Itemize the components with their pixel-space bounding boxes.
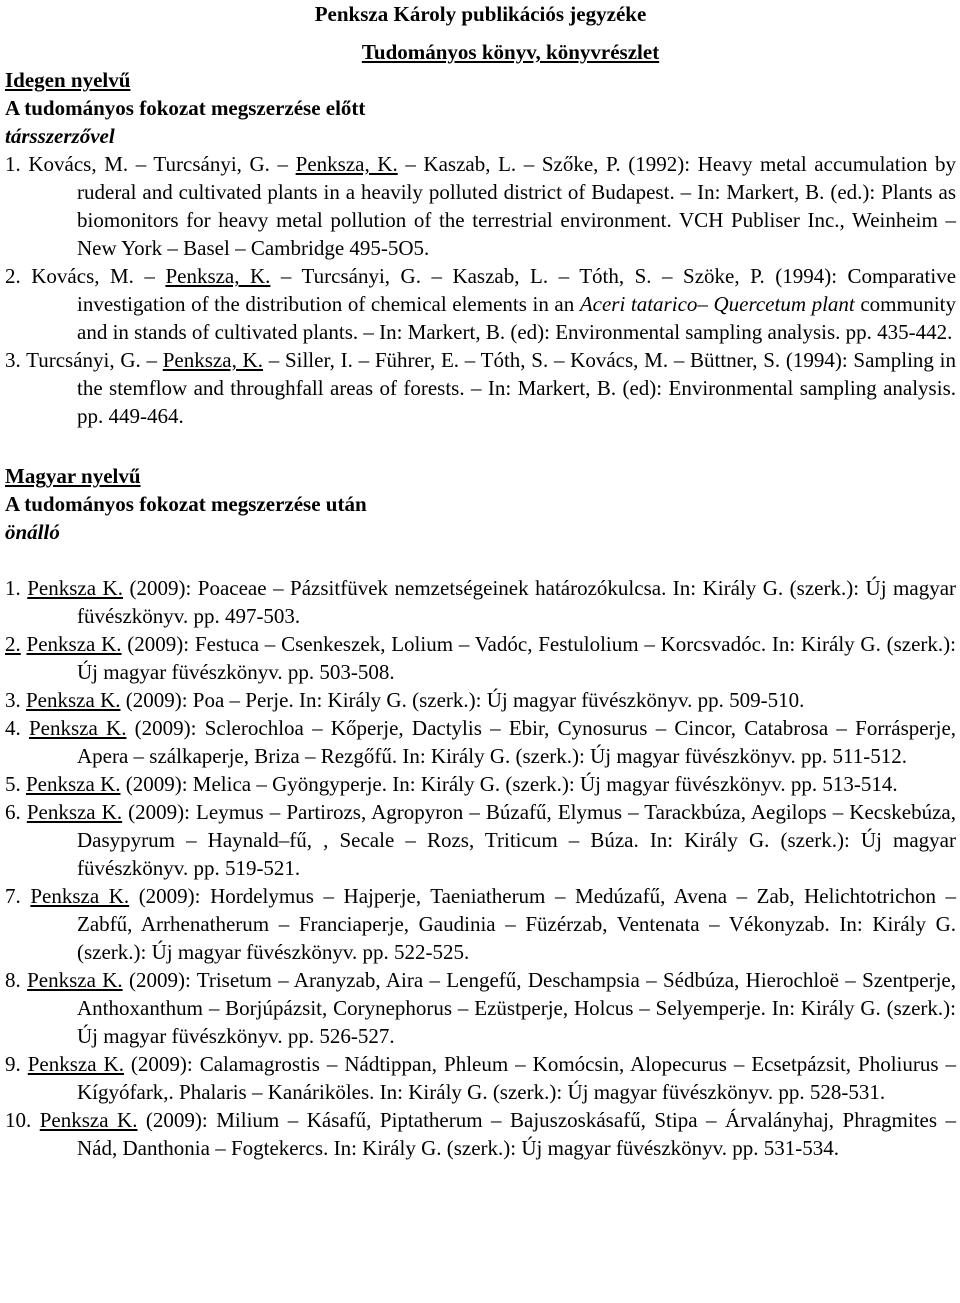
author-highlight: Penksza K. [26,800,123,824]
author-highlight: Penksza K. [26,772,121,796]
section-mode: társszerzővel [5,124,115,148]
author-highlight: Penksza K. [27,576,123,600]
publication-entry: 1. Penksza K. (2009): Poaceae – Pázsitfüvek nemzetségeinek határozókulcsa. In: Király G. (szerk.): Új magyar füvészkönyv. pp. 497-503. [5,576,957,628]
section-foreign-header [5,66,956,150]
publication-entry: 1. Kovács, M. – Turcsányi, G. – Penksza, K. – Kaszab, L. – Szőke, P. (1992): Heavy metal accumulation by ruderal and cultivated plants in a heavily polluted district of Budapest. – In: Markert, B. (ed.): Plants as biomonitors for heavy metal pollution of the terrestrial environment. VCH Publiser Inc., Weinheim – New York – Basel – Cambridge 495-5O5. [5,152,957,260]
publication-entry: 9. Penksza K. (2009): Calamagrostis – Nádtippan, Phleum – Komócsin, Alopecurus – Ecsetpázsit, Pholiurus – Kígyófark,. Phalaris – Kanáriköles. In: Király G. (szerk.): Új magyar füvészkönyv. pp. 528-531. [5,1052,957,1104]
section-spacer [5,430,956,462]
author-highlight: Penksza K. [26,688,121,712]
section-language: Idegen nyelvű [5,68,131,92]
page-title: Penksza Károly publikációs jegyzéke [314,2,647,26]
section-level: A tudományos fokozat megszerzése előtt [5,96,366,120]
publication-entry: 6. Penksza K. (2009): Leymus – Partirozs, Agropyron – Búzafű, Elymus – Tarackbúza, Aegilops – Kecskebúza, Dasypyrum – Haynald–fű, , Secale – Rozs, Triticum – Búza. In: Király G. (szerk.): Új magyar füvészkönyv. pp. 519-521. [5,800,956,880]
publication-entry: 10. Penksza K. (2009): Milium – Kásafű, Piptatherum – Bajuszoskásafű, Stipa – Árvalányhaj, Phragmites – Nád, Danthonia – Fogtekercs. In: Király G. (szerk.): Új magyar füvészkönyv. pp. 531-534. [5,1108,957,1160]
publication-entry: 2. Penksza K. (2009): Festuca – Csenkeszek, Lolium – Vadóc, Festulolium – Korcsvadóc. In: Király G. (szerk.): Új magyar füvészkönyv. pp. 503-508. [5,632,956,684]
author-highlight: Penksza K. [39,1108,138,1132]
publication-entry: 3. Penksza K. (2009): Poa – Perje. In: Király G. (szerk.): Új magyar füvészkönyv. pp. 509-510. [5,688,805,712]
author-highlight: Penksza, K. [295,152,398,176]
publication-entry: 7. Penksza K. (2009): Hordelymus – Hajperje, Taeniatherum – Medúzafű, Avena – Zab, Helichtotrichon – Zabfű, Arrhenatherum – Franciaperje, Gaudinia – Füzérzab, Ventenata – Vékonyzab. In: Király G. (szerk.): Új magyar füvészkönyv. pp. 522-525. [5,884,957,964]
italic-taxon: Aceri tatarico– Quercetum plant [579,292,855,316]
author-highlight: Penksza K. [30,884,130,908]
author-highlight: Penksza, K. [162,348,263,372]
publication-entry: 2. Kovács, M. – Penksza, K. – Turcsányi, G. – Kaszab, L. – Tóth, S. – Szöke, P. (1994): Comparative investigation of the distribution of chemical elements in an Aceri tatarico– Quercetum plant community and in stands of cultivated plants. – In: Markert, B. (ed): Environmental sampling analysis. pp. 435-442. [5,264,957,344]
section-language: Magyar nyelvű [5,464,141,488]
section-hungarian-header [5,462,956,546]
publication-entry: 3. Turcsányi, G. – Penksza, K. – Siller, I. – Führer, E. – Tóth, S. – Kovács, M. – Büttner, S. (1994): Sampling in the stemflow and throughfall areas of forests. – In: Markert, B. (ed): Environmental sampling analysis. pp. 449-464. [5,348,956,428]
page-subtitle: Tudományos könyv, könyvrészlet [361,40,660,64]
publication-entry: 8. Penksza K. (2009): Trisetum – Aranyzab, Aira – Lengefű, Deschampsia – Sédbúza, Hierochloë – Szentperje, Anthoxanthum – Borjúpázsit, Corynephorus – Ezüstperje, Holcus – Selyemperje. In: Király G. (szerk.): Új magyar füvészkönyv. pp. 526-527. [5,968,956,1048]
hungarian-publication-list [5,574,956,1162]
section-mode: önálló [5,520,60,544]
publication-entry: 5. Penksza K. (2009): Melica – Gyöngyperje. In: Király G. (szerk.): Új magyar füvészkönyv. pp. 513-514. [5,772,898,796]
foreign-publication-list [5,150,956,430]
section-spacer [5,546,956,574]
author-highlight: Penksza, K. [165,264,271,288]
author-highlight: Penksza K. [28,716,127,740]
section-level: A tudományos fokozat megszerzése után [5,492,367,516]
author-highlight: Penksza K. [27,968,123,992]
publication-entry: 4. Penksza K. (2009): Sclerochloa – Kőperje, Dactylis – Ebir, Cynosurus – Cincor, Catabrosa – Forrásperje, Apera – szálkaperje, Briza – Rezgőfű. In: Király G. (szerk.): Új magyar füvészkönyv. pp. 511-512. [5,716,957,768]
author-highlight: Penksza K. [26,632,122,656]
author-highlight: Penksza K. [27,1052,124,1076]
